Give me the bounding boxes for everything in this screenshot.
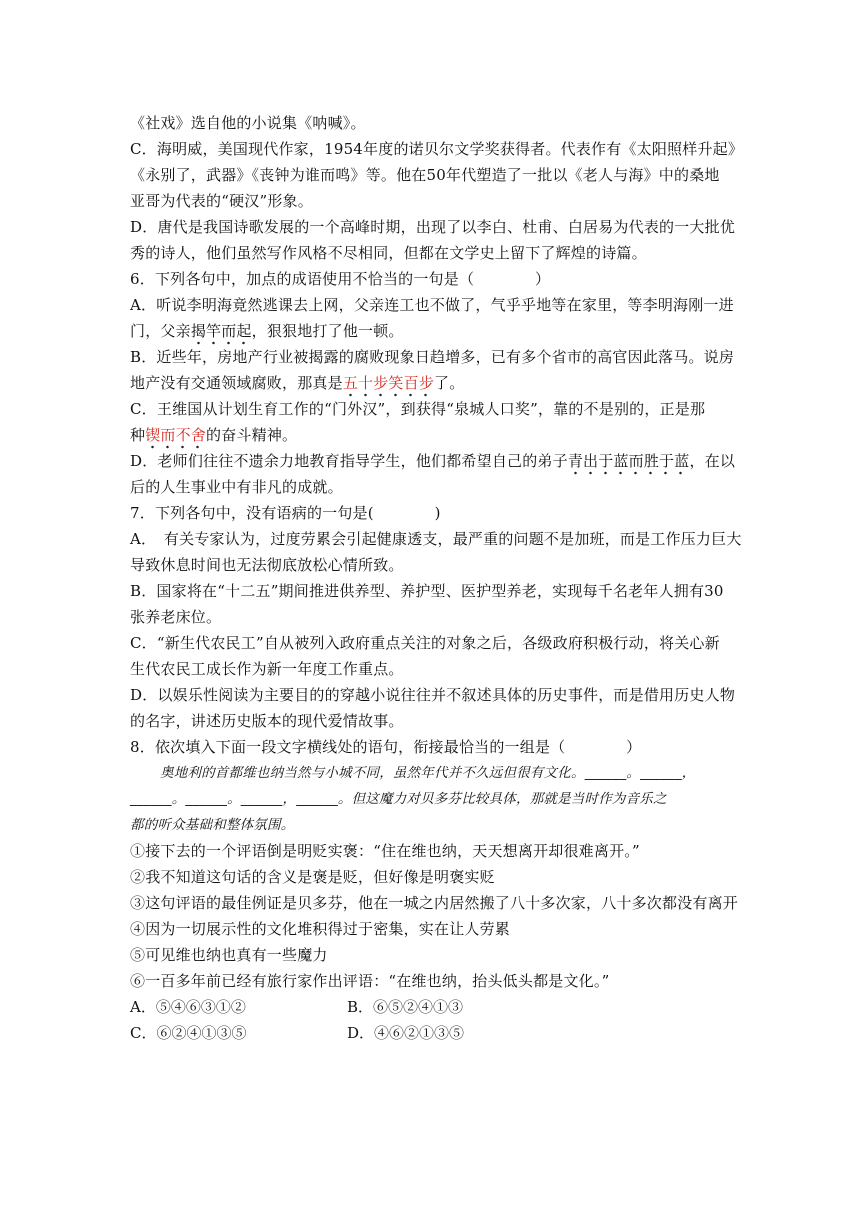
q6-option-a-line1: A．听说李明海竟然逃课去上网，父亲连工也不做了，气乎乎地等在家里，等李明海刚一进	[130, 296, 734, 314]
q8-option-c[interactable]: C．⑥②④①③⑤	[130, 1024, 247, 1042]
text-segment: D．老师们往往不遗余力地教育指导学生，他们都希望自己的弟子	[130, 452, 568, 470]
q8-passage-line3: 都的听众基础和整体氛围。	[130, 817, 295, 833]
question-7-stem: 7．下列各句中，没有语病的一句是( )	[130, 504, 441, 522]
q8-sentence-2: ②我不知道这句话的含义是褒是贬，但好像是明褒实贬	[130, 868, 495, 886]
q7-option-a-line1: A． 有关专家认为，过度劳累会引起健康透支，最严重的问题不是加班，而是工作压力巨大	[130, 530, 742, 548]
q8-sentence-3: ③这句评语的最佳例证是贝多芬，他在一城之内居然搬了八十多次家，八十多次都没有离开	[130, 894, 739, 912]
text-segment: ，在以	[689, 452, 736, 470]
question-8-stem: 8．依次填入下面一段文字横线处的语句，衔接最恰当的一组是（ ）	[130, 738, 642, 756]
exam-text	[130, 110, 744, 1046]
q6-option-c-line1: C．王维国从计划生育工作的“门外汉”，到获得“泉城人口奖”，靠的不是别的，正是那	[130, 400, 706, 418]
dotted-idiom: 揭竿而起	[190, 322, 252, 340]
text-segment: 种	[130, 426, 146, 444]
text-line: 《社戏》选自他的小说集《呐喊》。	[130, 114, 366, 132]
text-line: D．唐代是我国诗歌发展的一个高峰时期，出现了以李白、杜甫、白居易为代表的一大批优	[130, 218, 736, 236]
q7-option-c-line1: C．“新生代农民工”自从被列入政府重点关注的对象之后，各级政府积极行动，将关心新	[130, 634, 720, 652]
q8-option-a[interactable]: A．⑤④⑥③①②	[130, 998, 246, 1016]
text-line: 秀的诗人，他们虽然写作风格不尽相同，但都在文学史上留下了辉煌的诗篇。	[130, 244, 647, 262]
q8-option-b[interactable]: B．⑥⑤②④①③	[347, 998, 464, 1016]
q8-passage-line1: 奥地利的首都维也纳当然与小城不同，虽然年代并不久远但很有文化。______。______，	[160, 765, 696, 781]
text-segment: 门，父亲	[130, 322, 191, 340]
q6-option-d-line1	[130, 448, 736, 474]
dotted-idiom-red: 五十步笑百步	[342, 374, 435, 392]
dotted-idiom: 青出于蓝而胜于蓝	[567, 452, 690, 470]
q7-option-d-line1: D．以娱乐性阅读为主要目的的穿越小说往往并不叙述具体的历史事件，而是借用历史人物	[130, 686, 736, 704]
q8-sentence-5: ⑤可见维也纳也真有一些魔力	[130, 946, 328, 964]
q8-option-d[interactable]: D．④⑥②①③⑤	[347, 1024, 465, 1042]
q8-sentence-6: ⑥一百多年前已经有旅行家作出评语：“在维也纳，抬头低头都是文化。”	[130, 972, 610, 990]
text-segment: 的奋斗精神。	[206, 426, 298, 444]
text-line: C．海明威，美国现代作家，1954年度的诺贝尔文学奖获得者。代表作有《太阳照样升起》	[130, 140, 744, 158]
q8-options-row-1	[130, 994, 732, 1020]
q8-sentence-4: ④因为一切展示性的文化堆积得过于密集，实在让人劳累	[130, 920, 511, 938]
text-line: 《永别了，武器》《丧钟为谁而鸣》等。他在50年代塑造了一批以《老人与海》中的桑地	[130, 166, 720, 184]
q8-passage-line2: ______。______。______，______。但这魔力对贝多芬比较具体，那就是当时作为音乐之	[130, 791, 667, 807]
q6-option-c-line2	[130, 422, 732, 448]
q6-option-a-line2	[130, 318, 732, 344]
text-segment: 了。	[434, 374, 465, 392]
dotted-idiom-red: 锲而不舍	[145, 426, 207, 444]
q7-option-c-line2: 生代农民工成长作为新一年度工作重点。	[130, 660, 404, 678]
text-line: 亚哥为代表的“硬汉”形象。	[130, 192, 313, 210]
q7-option-b-line2: 张养老床位。	[130, 608, 222, 626]
q8-options-row-2	[130, 1020, 732, 1046]
q7-option-b-line1: B．国家将在“十二五”期间推进供养型、养护型、医护型养老，实现每千名老年人拥有30	[130, 582, 724, 600]
q6-option-d-line2: 后的人生事业中有非凡的成就。	[130, 478, 343, 496]
q8-sentence-1: ①接下去的一个评语倒是明贬实褒：“住在维也纳，天天想离开却很难离开。”	[130, 842, 640, 860]
q6-option-b-line2	[130, 370, 732, 396]
q7-option-d-line2: 的名字，讲述历史版本的现代爱情故事。	[130, 712, 404, 730]
text-segment: 地产没有交通领域腐败，那真是	[130, 374, 343, 392]
question-6-stem: 6．下列各句中，加点的成语使用不恰当的一句是（ ）	[130, 270, 551, 288]
q6-option-b-line1: B．近些年，房地产行业被揭露的腐败现象日趋增多，已有多个省市的高官因此落马。说房	[130, 348, 735, 366]
text-segment: ，狠狠地打了他一顿。	[251, 322, 404, 340]
q7-option-a-line2: 导致休息时间也无法彻底放松心情所致。	[130, 556, 404, 574]
